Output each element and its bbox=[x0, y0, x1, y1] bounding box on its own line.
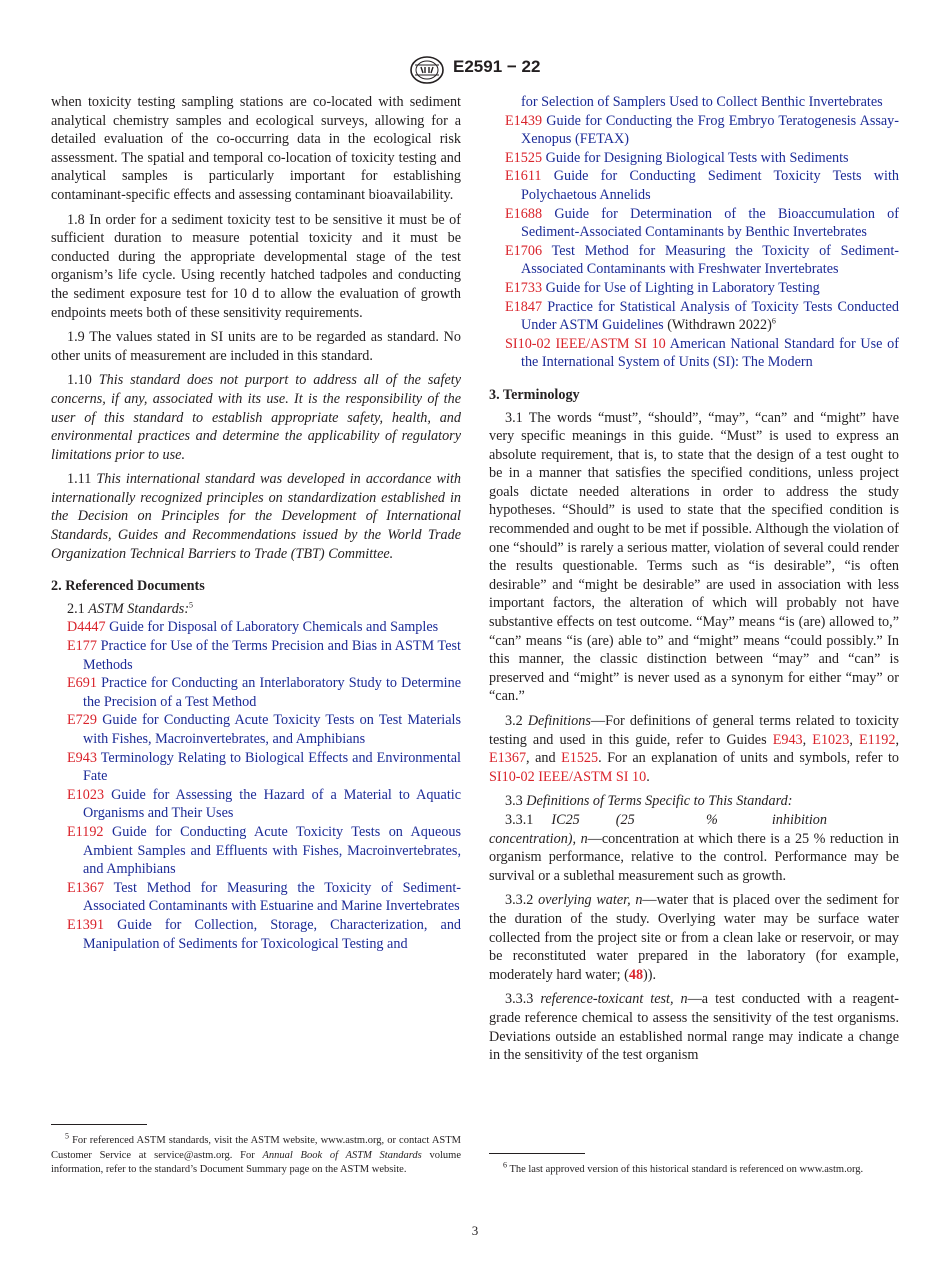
term: reference-toxicant test, n bbox=[540, 991, 688, 1008]
section-number: 3.3.2 bbox=[505, 892, 534, 909]
reference-title[interactable]: American National Standard for Use of the International System of Units (SI): The Modern bbox=[521, 335, 899, 371]
left-column bbox=[51, 93, 461, 953]
paragraph-3-3 bbox=[489, 792, 899, 811]
reference-code[interactable]: E729 bbox=[67, 712, 97, 729]
footnote-ref: 6 bbox=[771, 316, 776, 326]
paragraph-3-2 bbox=[489, 712, 899, 786]
reference-code[interactable]: E1439 bbox=[505, 112, 543, 129]
paragraph-3-3-2 bbox=[489, 891, 899, 984]
reference-code[interactable]: E1733 bbox=[505, 279, 543, 296]
footnote-divider bbox=[489, 1153, 585, 1154]
paragraph-text: —a test conducted with a reagent-grade reference chemical to assess the sensitivity of the test organisms. Deviations outside an established normal range may indicate a change in the sensitivity of the test organism bbox=[489, 991, 899, 1064]
reference-item bbox=[489, 112, 899, 149]
reference-title[interactable]: Practice for Conducting an Interlaboratory Study to Determine the Precision of a Test Method bbox=[83, 675, 461, 710]
reference-title[interactable]: Terminology Relating to Biological Effects and Environmental Fate bbox=[83, 749, 462, 785]
reference-item bbox=[489, 149, 899, 168]
reference-item bbox=[489, 279, 899, 298]
reference-link[interactable]: E1367 bbox=[489, 750, 527, 767]
citation: (48)). bbox=[624, 966, 657, 983]
reference-code[interactable]: E1611 bbox=[505, 168, 542, 185]
reference-item bbox=[51, 637, 461, 674]
separator: , and bbox=[526, 750, 556, 767]
paragraph-text: This international standard was developed in accordance with internationally recognized principles on standardization established in the Decision on Principles for the Development of International Standards, Guides and Recommendations issued by the World Trade Organization Technical Barriers to Trade (TBT) Committee. bbox=[51, 471, 461, 562]
document-id: E2591 − 22 bbox=[453, 57, 541, 76]
right-column bbox=[489, 93, 899, 1071]
reference-code[interactable]: D4447 bbox=[67, 619, 106, 636]
reference-title[interactable]: Test Method for Measuring the Toxicity of Sediment-Associated Contaminants with Estuarine and Marine Invertebrates bbox=[83, 879, 461, 915]
reference-list-left bbox=[51, 618, 461, 953]
reference-item bbox=[489, 242, 899, 279]
reference-item bbox=[489, 298, 899, 335]
section-number: 3.3.1 bbox=[505, 811, 534, 828]
reference-continuation bbox=[489, 93, 899, 112]
reference-item bbox=[51, 749, 461, 786]
reference-code[interactable]: E1367 bbox=[67, 879, 105, 896]
section-3-heading: 3. Terminology bbox=[489, 386, 580, 403]
paragraph-intro: when toxicity testing sampling stations are co-located with sediment analytical chemistry samples and ecological surveys, allowing for a detailed evaluation of the co-occurring data in the ecological risk assessment. The spatial and temporal co-location of toxicity testing and analytical samples is particularly important for establishing contaminant-specific effects and assessing contaminant bioavailability. bbox=[51, 94, 461, 203]
footnote-italic: Annual Book of ASTM Standards bbox=[262, 1149, 422, 1161]
paragraph-1-8: 1.8 In order for a sediment toxicity test to be sensitive it must be of sufficient duration to measure potential toxicity and it must be conducted during the appropriate developmental stage of the test organism’s life cycle. Using recently hatched tadpoles and conducting the sediment exposure test for 10 d to allow the evaluation of growth endpoints meets both of these sensitivity requirements. bbox=[51, 211, 461, 321]
reference-code[interactable]: E1706 bbox=[505, 242, 543, 259]
term: inhibition bbox=[771, 811, 827, 828]
reference-link[interactable]: E943 bbox=[772, 731, 803, 748]
reference-item bbox=[51, 879, 461, 916]
term: Definitions bbox=[527, 713, 591, 729]
footnote-text: For referenced ASTM standards, visit the ASTM website, www.astm.org, or contact ASTM Customer Service at service@astm.org. For bbox=[51, 1135, 462, 1161]
paragraph-3-3-1 bbox=[489, 811, 899, 885]
paragraph-3-1: 3.1 The words “must”, “should”, “may”, “can” and “might” have very specific meanings in this guide. “Must” is used to express an absolute requirement, that is, to state that the design of a test ought to be in a manner that satisfies the specified conditions, unless project goals dictate needed alterations in order to address the study hypotheses. “Should” is used to state that the specified condition is recommended and ought to be met if possible. Although the violation of one “should” is rarely a serious matter, violation of several could render the results questionable. Terms such as “is desirable”, “is often desirable” and “might be desirable” are used in association with less important factors, the alteration of which will probably not have substantive effects on test outcome. “May” means “is (are) allowed to,” “can” means “is (are) able to” and “might” means “could possibly.” In this manner, the classic distinction between “may” and “can” is preserved and “might” is never used as a synonym for either “may” or “can.” bbox=[489, 409, 899, 705]
footnote-number: 6 bbox=[503, 1160, 507, 1170]
paragraph-1-10 bbox=[51, 371, 461, 464]
reference-title[interactable]: Guide for Collection, Storage, Characterization, and Manipulation of Sediments for Toxicological Testing and bbox=[83, 916, 462, 952]
paragraph-1-9: 1.9 The values stated in SI units are to be regarded as standard. No other units of measurement are included in this standard. bbox=[51, 329, 461, 364]
reference-link[interactable]: SI10-02 IEEE/ASTM SI 10 bbox=[489, 768, 647, 785]
reference-list-right bbox=[489, 93, 899, 372]
reference-code[interactable]: SI10-02 IEEE/ASTM SI 10 bbox=[505, 335, 666, 352]
section-2-heading: 2. Referenced Documents bbox=[51, 578, 205, 595]
astm-standards-heading bbox=[51, 600, 461, 619]
astm-logo-icon bbox=[409, 56, 445, 84]
page-header bbox=[0, 56, 950, 84]
subheading: Definitions of Terms Specific to This Standard: bbox=[526, 793, 793, 810]
term: IC25 bbox=[551, 811, 580, 828]
reference-title[interactable]: Guide for Conducting Acute Toxicity Tests on Test Materials with Fishes, Macroinvertebrates, and Amphibians bbox=[83, 712, 461, 747]
reference-item bbox=[51, 618, 461, 637]
paragraph-1-11 bbox=[51, 470, 461, 563]
footnote-number: 5 bbox=[65, 1131, 69, 1141]
reference-link[interactable]: E1023 bbox=[812, 731, 850, 748]
separator: , bbox=[849, 731, 853, 748]
reference-code[interactable]: E691 bbox=[67, 675, 97, 692]
reference-title[interactable]: Practice for Use of the Terms Precision and Bias in ASTM Test Methods bbox=[83, 638, 461, 673]
section-number: 3.3.3 bbox=[505, 991, 534, 1008]
reference-item bbox=[51, 786, 461, 823]
citation-link[interactable]: 48 bbox=[628, 966, 644, 983]
reference-title[interactable]: Guide for Designing Biological Tests with Sediments bbox=[545, 149, 849, 166]
reference-code[interactable]: E1688 bbox=[505, 205, 543, 222]
reference-code[interactable]: E1192 bbox=[67, 823, 104, 840]
reference-code[interactable]: E1847 bbox=[505, 298, 543, 315]
reference-link[interactable]: E1525 bbox=[561, 750, 599, 767]
reference-title[interactable]: Guide for Disposal of Laboratory Chemicals and Samples bbox=[109, 619, 439, 636]
separator: , bbox=[895, 731, 900, 748]
reference-item bbox=[51, 711, 461, 748]
term: concentration), bbox=[489, 830, 577, 847]
reference-item bbox=[51, 823, 461, 879]
section-number: 3.3 bbox=[505, 793, 523, 810]
separator: . bbox=[646, 768, 650, 785]
paragraph-text: . For an explanation of units and symbols, refer to bbox=[598, 750, 899, 767]
page-number: 3 bbox=[471, 1223, 479, 1238]
reference-title[interactable]: Guide for Assessing the Hazard of a Material to Aquatic Organisms and Their Uses bbox=[83, 786, 461, 822]
footnote-text: The last approved version of this historical standard is referenced on www.astm.org. bbox=[509, 1164, 864, 1175]
footnote-6 bbox=[489, 1160, 899, 1178]
reference-link[interactable]: E1192 bbox=[858, 731, 896, 748]
paragraph-text: —For definitions of general terms related to toxicity testing and used in this guide, refer to Guides bbox=[489, 713, 900, 748]
reference-code[interactable]: E177 bbox=[67, 638, 97, 655]
reference-item bbox=[489, 167, 899, 204]
section-number: 1.11 bbox=[67, 471, 92, 488]
reference-title[interactable]: Test Method for Measuring the Toxicity of Sediment-Associated Contaminants with Freshwater Invertebrates bbox=[521, 242, 899, 278]
reference-title[interactable]: Guide for Conducting Sediment Toxicity Tests with Polychaetous Annelids bbox=[521, 168, 899, 203]
term: n bbox=[580, 830, 588, 847]
term: overlying water, n bbox=[538, 892, 643, 909]
reference-title[interactable]: Guide for Conducting the Frog Embryo Teratogenesis Assay-Xenopus (FETAX) bbox=[521, 112, 899, 148]
reference-title[interactable]: for Selection of Samplers Used to Collect Benthic Invertebrates bbox=[521, 94, 883, 110]
reference-code[interactable]: E943 bbox=[67, 749, 97, 766]
section-number: 1.10 bbox=[67, 372, 92, 389]
reference-title[interactable]: Guide for Use of Lighting in Laboratory Testing bbox=[545, 279, 820, 296]
reference-code[interactable]: E1023 bbox=[67, 786, 105, 803]
paragraph-text: This standard does not purport to address all of the safety concerns, if any, associated with its use. It is the responsibility of the user of this standard to establish appropriate safety, health, and environmental practices and determine the applicability of regulatory limitations prior to use. bbox=[51, 372, 461, 463]
term: (25 % bbox=[615, 811, 718, 828]
section-number: 3.2 bbox=[505, 713, 523, 729]
paragraph-3-3-3 bbox=[489, 990, 899, 1064]
reference-item bbox=[51, 674, 461, 711]
reference-item bbox=[489, 335, 899, 372]
footnote-text: volume information, refer to the standard’s Document Summary page on the ASTM website. bbox=[51, 1149, 462, 1175]
paragraph-text: —concentration at which there is a 25 % reduction in organism performance, relative to the control. Performance may be survival or a sublethal measurement such as growth. bbox=[489, 830, 899, 884]
reference-title[interactable]: Practice for Statistical Analysis of Toxicity Tests Conducted Under ASTM Guidelines bbox=[521, 298, 899, 334]
reference-title[interactable]: Guide for Determination of the Bioaccumulation of Sediment-Associated Contaminants by Benthic Invertebrates bbox=[521, 205, 900, 241]
separator: , bbox=[802, 731, 807, 748]
section-number: 2.1 bbox=[67, 600, 85, 617]
reference-title[interactable]: Guide for Conducting Acute Toxicity Tests on Aqueous Ambient Samples and Effluents with Fishes, Macroinvertebrates, and Amphibians bbox=[83, 823, 461, 878]
reference-code[interactable]: E1391 bbox=[67, 916, 105, 933]
paragraph-text: —water that is placed over the sediment for the duration of the study. Overlying water may be surface water collected from the project site or from a clean lake or reservoir, or may be reconstituted water prepared in the laboratory (for example, moderately hard water; bbox=[489, 892, 900, 983]
reference-item bbox=[51, 916, 461, 953]
reference-item bbox=[489, 205, 899, 242]
footnote-divider bbox=[51, 1124, 147, 1125]
reference-code[interactable]: E1525 bbox=[505, 149, 543, 166]
withdrawn-note: (Withdrawn 2022) bbox=[667, 317, 772, 334]
footnote-5 bbox=[51, 1131, 462, 1178]
astm-standards-label: ASTM Standards: bbox=[88, 600, 190, 617]
footnote-ref: 5 bbox=[189, 600, 194, 610]
